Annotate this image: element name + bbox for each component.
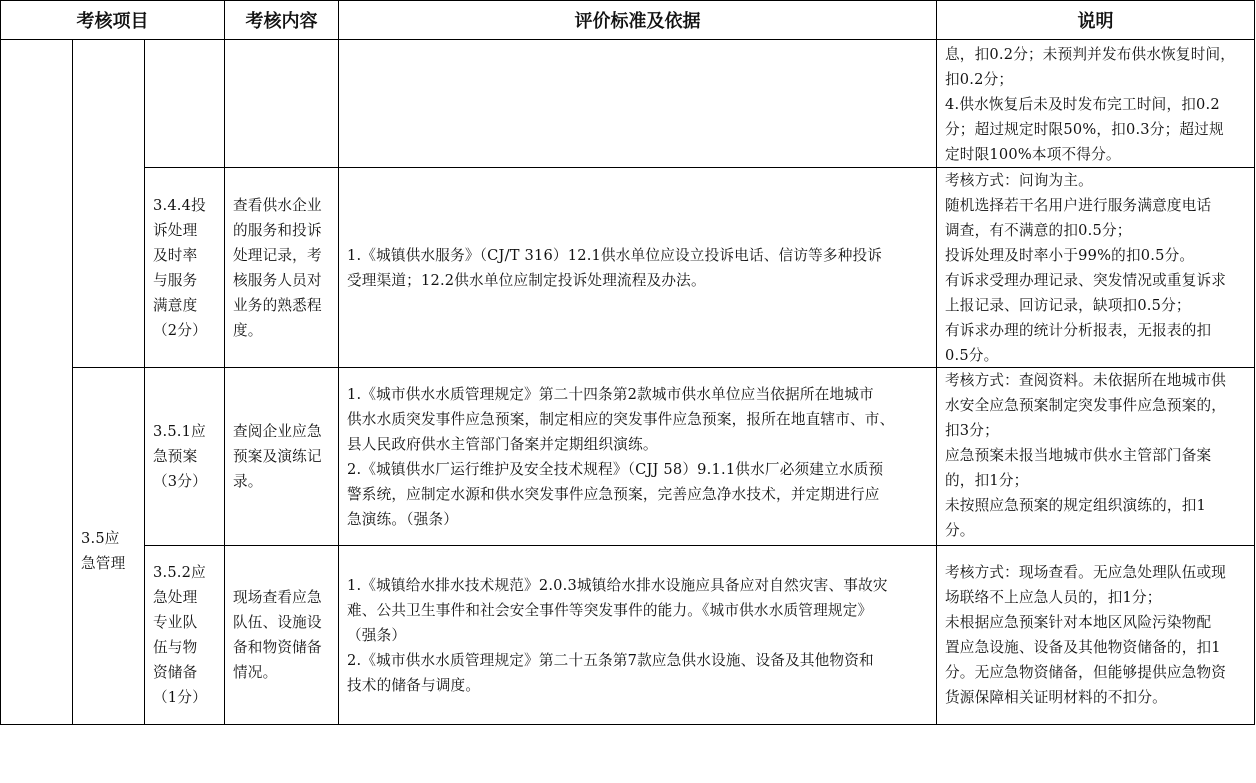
- row2-content: [225, 368, 338, 545]
- row1-notes: [937, 168, 1255, 367]
- notes-line: 未根据应急预案针对本地区风险污染物配: [945, 614, 1212, 631]
- rule-header-bottom: [0, 39, 1255, 40]
- criteria-line: 2.《城镇供水厂运行维护及安全技术规程》（CJJ 58）9.1.1供水厂必须建立水质预: [347, 460, 884, 478]
- notes-line: 水安全应急预案制定突发事件应急预案的，: [945, 397, 1227, 414]
- content-line: 的服务和投诉: [233, 221, 322, 239]
- subitem-line: 急预案: [153, 448, 198, 465]
- row1-content: [225, 168, 338, 367]
- criteria-line: 受理渠道；12.2供水单位应制定投诉处理流程及办法。: [347, 271, 706, 289]
- notes-line: 0.5分。: [945, 347, 999, 364]
- content-line: 现场查看应急: [233, 589, 322, 606]
- notes-line: 有诉求受理办理记录、突发情况或重复诉求: [945, 272, 1227, 289]
- rule-row1-top: [145, 167, 1255, 168]
- subitem-line: （3分）: [153, 473, 207, 490]
- subitem-line: 伍与物: [153, 639, 198, 656]
- rule-col4: [338, 0, 339, 725]
- subitem-line: 3.5.2应: [153, 564, 206, 581]
- row1-criteria: [339, 168, 936, 367]
- notes-line: 场联络不上应急人员的，扣1分；: [945, 589, 1162, 606]
- rule-row2-top: [73, 367, 1255, 368]
- notes-line: 考核方式：现场查看。无应急处理队伍或现: [945, 564, 1227, 581]
- rule-col3: [224, 0, 225, 725]
- content-line: 备和物资储备: [233, 639, 322, 656]
- subitem-line: （1分）: [153, 689, 207, 706]
- rule-bottom: [0, 724, 1255, 725]
- criteria-line: 技术的储备与调度。: [347, 676, 481, 694]
- row3-subitem: [145, 546, 225, 724]
- notes-line: 分；超过规定时限50%，扣0.3分；超过规: [945, 121, 1224, 138]
- criteria-line: 供水水质突发事件应急预案，制定相应的突发事件应急预案，报所在地直辖市、市、: [347, 410, 895, 428]
- group-label-line: 急管理: [81, 555, 126, 572]
- criteria-line: 难、公共卫生事件和社会安全事件等突发事件的能力。《城市供水水质管理规定》: [347, 601, 873, 619]
- notes-line: 定时限100%本项不得分。: [945, 146, 1121, 163]
- rule-top: [0, 0, 1255, 1]
- criteria-line: 警系统，应制定水源和供水突发事件应急预案，完善应急净水技术，并定期进行应: [347, 485, 880, 503]
- subitem-line: 3.4.4投: [153, 196, 206, 214]
- row3-criteria: [339, 546, 936, 724]
- row0-notes: [937, 40, 1255, 167]
- notes-line: 置应急设施、设备及其他物资储备的，扣1: [945, 639, 1221, 656]
- content-line: 处理记录，考: [233, 246, 322, 264]
- content-line: 查阅企业应急: [233, 423, 322, 440]
- notes-line: 扣3分；: [945, 422, 999, 439]
- notes-line: 扣0.2分；: [945, 71, 1014, 88]
- notes-line: 未按照应急预案的规定组织演练的，扣1: [945, 497, 1206, 514]
- row2-notes: [937, 368, 1255, 545]
- content-line: 度。: [233, 321, 263, 339]
- rule-row3-top: [145, 545, 1255, 546]
- notes-line: 考核方式：问询为主。: [945, 172, 1093, 189]
- row3-content: [225, 546, 338, 724]
- header-notes: 说明: [1077, 11, 1114, 32]
- notes-line: 4.供水恢复后未及时发布完工时间，扣0.2: [945, 96, 1220, 113]
- criteria-line: 急演练。（强条）: [347, 510, 459, 528]
- notes-line: 考核方式：查阅资料。未依据所在地城市供: [945, 372, 1227, 389]
- notes-line: 应急预案未报当地城市供水主管部门备案: [945, 447, 1212, 464]
- content-line: 队伍、设施设: [233, 614, 322, 631]
- content-line: 核服务人员对: [233, 271, 322, 289]
- notes-line: 随机选择若干名用户进行服务满意度电话: [945, 197, 1212, 214]
- content-line: 查看供水企业: [233, 196, 322, 214]
- criteria-line: 1.《城镇供水服务》（CJ/T 316）12.1供水单位应设立投诉电话、信访等多种投诉: [347, 246, 883, 264]
- content-line: 预案及演练记: [233, 448, 322, 465]
- row2-criteria: [339, 368, 936, 545]
- group-label-line: 3.5应: [81, 530, 120, 547]
- criteria-line: （强条）: [347, 626, 407, 644]
- subitem-line: 与服务: [153, 271, 198, 289]
- subitem-line: 满意度: [153, 296, 198, 314]
- row1-subitem: [145, 168, 225, 367]
- rule-col2: [144, 40, 145, 725]
- rule-col1: [72, 40, 73, 725]
- notes-line: 投诉处理及时率小于99%的扣0.5分。: [945, 247, 1195, 264]
- subitem-line: 急处理: [153, 589, 198, 606]
- notes-line: 分。: [945, 522, 975, 539]
- subitem-line: 专业队: [153, 614, 198, 631]
- subitem-line: 及时率: [153, 246, 198, 264]
- criteria-line: 1.《城市供水水质管理规定》第二十四条第2款城市供水单位应当依据所在地城市: [347, 385, 874, 403]
- header-criteria: 评价标准及依据: [574, 11, 701, 32]
- rule-left: [0, 0, 1, 725]
- row2-subitem: [145, 368, 225, 545]
- group-label-3-5: [73, 368, 145, 724]
- header-item: 考核项目: [76, 11, 149, 32]
- header-content: 考核内容: [245, 11, 318, 32]
- notes-line: 的，扣1分；: [945, 472, 1029, 489]
- notes-line: 上报记录、回访记录，缺项扣0.5分；: [945, 297, 1191, 314]
- content-line: 情况。: [233, 664, 278, 681]
- content-line: 录。: [233, 473, 263, 490]
- notes-line: 息，扣0.2分；未预判并发布供水恢复时间，: [945, 46, 1236, 63]
- subitem-line: 3.5.1应: [153, 423, 206, 440]
- notes-line: 有诉求办理的统计分析报表，无报表的扣: [945, 322, 1212, 339]
- row3-notes: [937, 546, 1255, 724]
- subitem-line: 资储备: [153, 664, 198, 681]
- criteria-line: 2.《城市供水水质管理规定》第二十五条第7款应急供水设施、设备及其他物资和: [347, 651, 874, 669]
- notes-line: 分。无应急物资储备，但能够提供应急物资: [945, 664, 1227, 681]
- notes-line: 货源保障相关证明材料的不扣分。: [945, 689, 1167, 706]
- subitem-line: （2分）: [153, 321, 207, 339]
- rule-col5: [936, 0, 937, 725]
- subitem-line: 诉处理: [153, 221, 198, 239]
- rule-right: [1254, 0, 1255, 725]
- content-line: 业务的熟悉程: [233, 296, 322, 314]
- criteria-line: 县人民政府供水主管部门备案并定期组织演练。: [347, 435, 658, 453]
- notes-line: 调查，有不满意的扣0.5分；: [945, 222, 1132, 239]
- criteria-line: 1.《城镇给水排水技术规范》2.0.3城镇给水排水设施应具备应对自然灾害、事故灾: [347, 576, 888, 594]
